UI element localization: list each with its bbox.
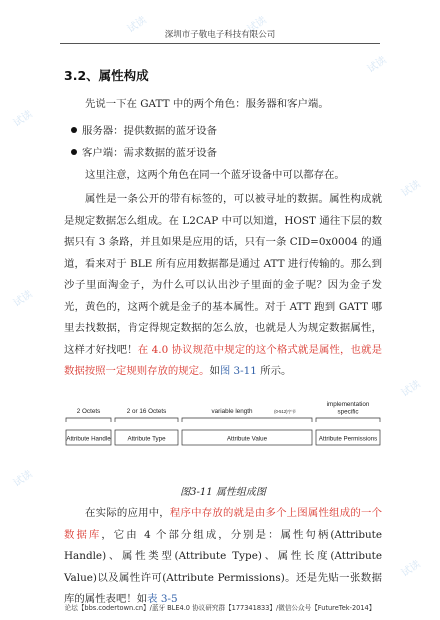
bracket-permissions [316, 418, 380, 422]
bullet-text: 客户端：需求数据的蓝牙设备 [82, 147, 218, 159]
figure-ref-suffix: 所示。 [256, 365, 292, 377]
watermark: 试读 [365, 54, 389, 76]
note-paragraph: 这里注意，这两个角色在同一个蓝牙设备中可以都存在。 [85, 169, 345, 181]
application-text: ，它由 4 个部分组成，分别是：属性句柄(Attribute Handle)、属性类型(Attribute Type)、属性长度(Attribute Value)以及属性许可(Attribute Permissions)。还是先贴一张数据库的属性表吧！如 [64, 528, 383, 605]
watermark: 试读 [11, 108, 35, 130]
figure-reference-link[interactable]: 图 3-11 [219, 365, 257, 377]
label-value-note: (0-512)字节 [274, 409, 296, 414]
field-type: Attribute Type [127, 435, 166, 443]
page-footer: 论坛【bbs.codertown.cn】/蓝牙 BLE4.0 协议研究群【177341833】/微信公众号【FutureTek-2014】 [64, 604, 376, 612]
watermark: 试读 [125, 14, 149, 36]
section-title: 3.2、属性构成 [64, 68, 149, 83]
attribute-definition-highlight: 在 4.0 协议规范中规定的这个格式就是属性，也就是数据按照一定规则存放的规定。 [64, 343, 382, 377]
watermark: 试读 [245, 14, 269, 36]
bracket-handle [66, 418, 111, 422]
field-permissions: Attribute Permissions [318, 435, 378, 443]
watermark: 试读 [11, 468, 35, 490]
page-header: 深圳市子敬电子科技有限公司 [164, 30, 276, 40]
watermark: 试读 [399, 178, 423, 200]
watermark: 试读 [399, 378, 423, 400]
field-value: Attribute Value [226, 435, 268, 443]
bullet-icon [71, 127, 77, 133]
figure-ref-prefix: 如 [209, 365, 220, 377]
watermark: 试读 [11, 288, 35, 310]
bullet-client [71, 143, 217, 165]
application-prefix: 在实际的应用中， [85, 507, 170, 519]
bracket-type [115, 418, 178, 422]
bullet-server [71, 121, 217, 143]
attribute-text: 属性是一条公开的带有标签的，可以被寻址的数据。属性构成就是规定数据怎么组成。在 L2CAP 中可以知道，HOST 通往下层的数据只有 3 条路，并且如果是应用的话，只有一条 CID=0x0004 的通道，看来对于 BLE 所有应用数据都是通过 ATT 进行传输的。那么到沙子里面淘金子，为什么可以认出沙子里面的金子呢？因为金子发光，黄色的，这两个就是金子的基本属性。对于 ATT 跑到 GATT 哪里去找数据，肯定得规定数据的怎么放，也就是人为规定数据属性，这样才好找吧！ [64, 193, 382, 356]
figure-caption: 图3-11 属性组成图 [180, 487, 266, 498]
label-type-size: 2 or 16 Octets [126, 408, 167, 415]
intro-paragraph: 先说一下在 GATT 中的两个角色：服务器和客户端。 [85, 98, 329, 110]
application-paragraph [64, 503, 382, 611]
label-permissions-line2: specific [337, 408, 359, 416]
bullet-text: 服务器：提供数据的蓝牙设备 [82, 125, 218, 137]
attribute-structure-diagram [64, 400, 382, 460]
attribute-paragraph [64, 189, 382, 383]
label-handle-size: 2 Octets [76, 408, 101, 415]
bullet-icon [71, 149, 77, 155]
label-value-size: variable length [211, 408, 253, 415]
table-reference-link[interactable]: 表 3-5 [147, 593, 178, 605]
header-rule [60, 43, 380, 44]
field-handle: Attribute Handle [66, 435, 111, 443]
label-permissions-line1: implementation [326, 401, 370, 408]
watermark: 试读 [399, 558, 423, 580]
database-highlight: 程序中存放的就是由多个上图属性组成的一个数据库 [64, 507, 382, 541]
bracket-value [182, 418, 312, 422]
